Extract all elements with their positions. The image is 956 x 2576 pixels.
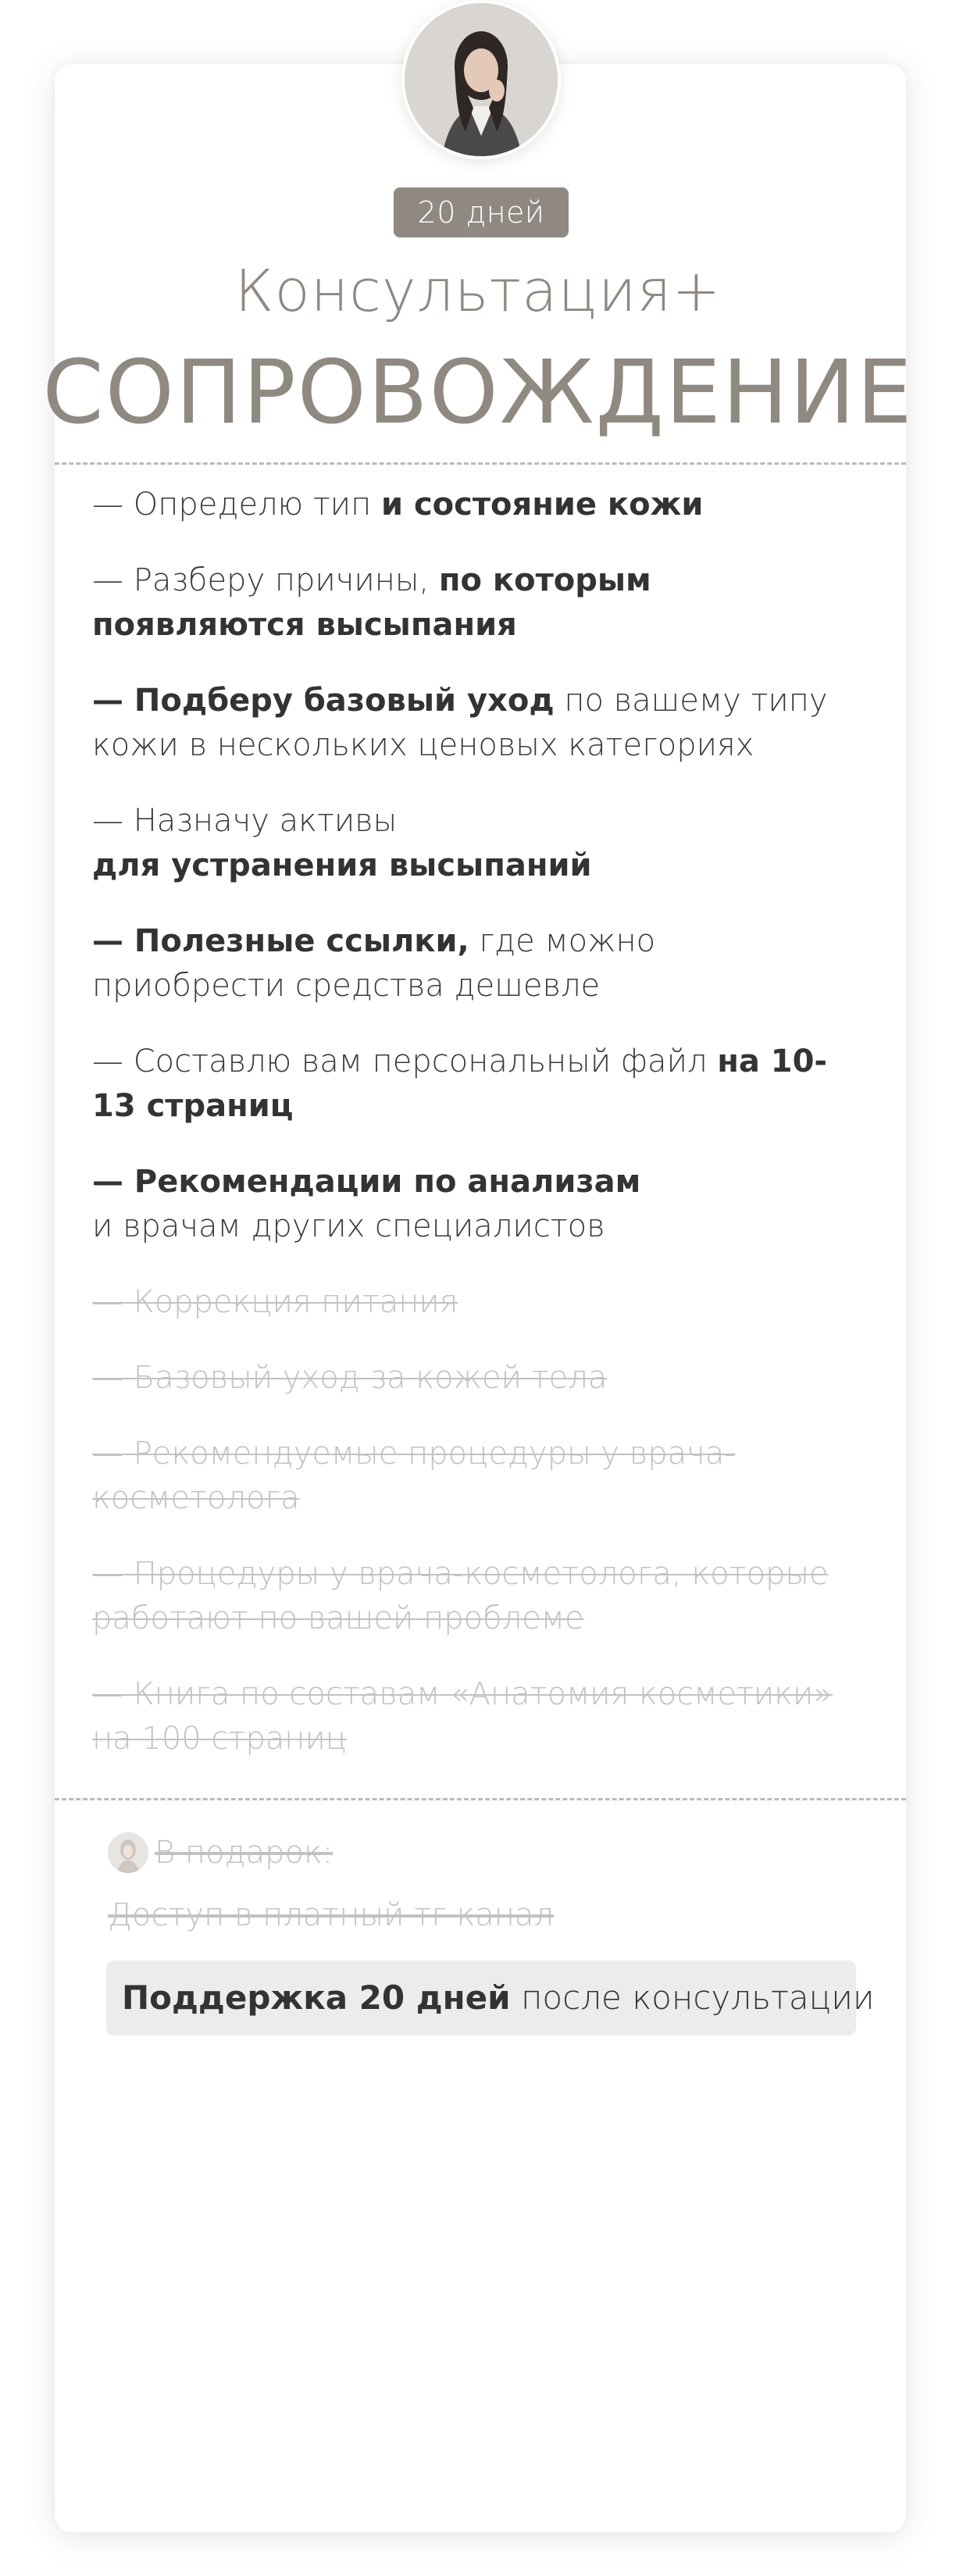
excluded-book: — Книга по составам «Анатомия косметики» на 100 страниц <box>92 1676 833 1757</box>
excluded-body-care: — Базовый уход за кожей тела <box>92 1360 608 1396</box>
gift-avatar-icon <box>108 1832 148 1873</box>
feature-useful-links: — Полезные ссылки, где можно приобрести средства дешевле <box>92 923 656 1004</box>
gift-label: В подарок: <box>155 1835 334 1871</box>
avatar <box>401 0 561 159</box>
feature-basic-care: — Подберу базовый уход по вашему типу кожи в нескольких ценовых категориях <box>92 683 828 763</box>
excluded-nutrition: — Коррекция питания <box>92 1284 458 1320</box>
person-photo-icon <box>405 3 558 156</box>
feature-skin-type: — Определю тип и состояние кожи <box>92 487 704 523</box>
divider-top <box>55 462 906 465</box>
feature-analyses: — Рекомендации по анализам и врачам других специалистов <box>92 1164 641 1244</box>
page-subtitle: Консультация+ <box>234 258 722 325</box>
page-title: СОПРОВОЖДЕНИЕ <box>42 342 914 444</box>
support-rest: после консультации <box>510 1978 875 2017</box>
gift-text: Доступ в платный тг канал <box>108 1897 554 1933</box>
avatar-photo <box>405 3 558 156</box>
support-banner <box>106 1961 875 2035</box>
divider-bottom <box>55 1798 906 1800</box>
feature-actives: — Назначу активы для устранения высыпаний <box>92 803 592 883</box>
feature-personal-file: — Составлю вам персональный файл на 10-13 страниц <box>92 1044 828 1124</box>
duration-badge: 20 дней <box>394 187 569 237</box>
excluded-recommended-procedures: — Рекомендуемые процедуры у врача-косметолога <box>92 1436 736 1516</box>
feature-rash-causes: — Разберу причины, по которым появляются высыпания <box>92 562 651 643</box>
features-list <box>92 483 842 1761</box>
excluded-procedures: — Процедуры у врача-косметолога, которые работают по вашей проблеме <box>92 1556 829 1636</box>
support-bold: Поддержка 20 дней <box>122 1978 511 2017</box>
